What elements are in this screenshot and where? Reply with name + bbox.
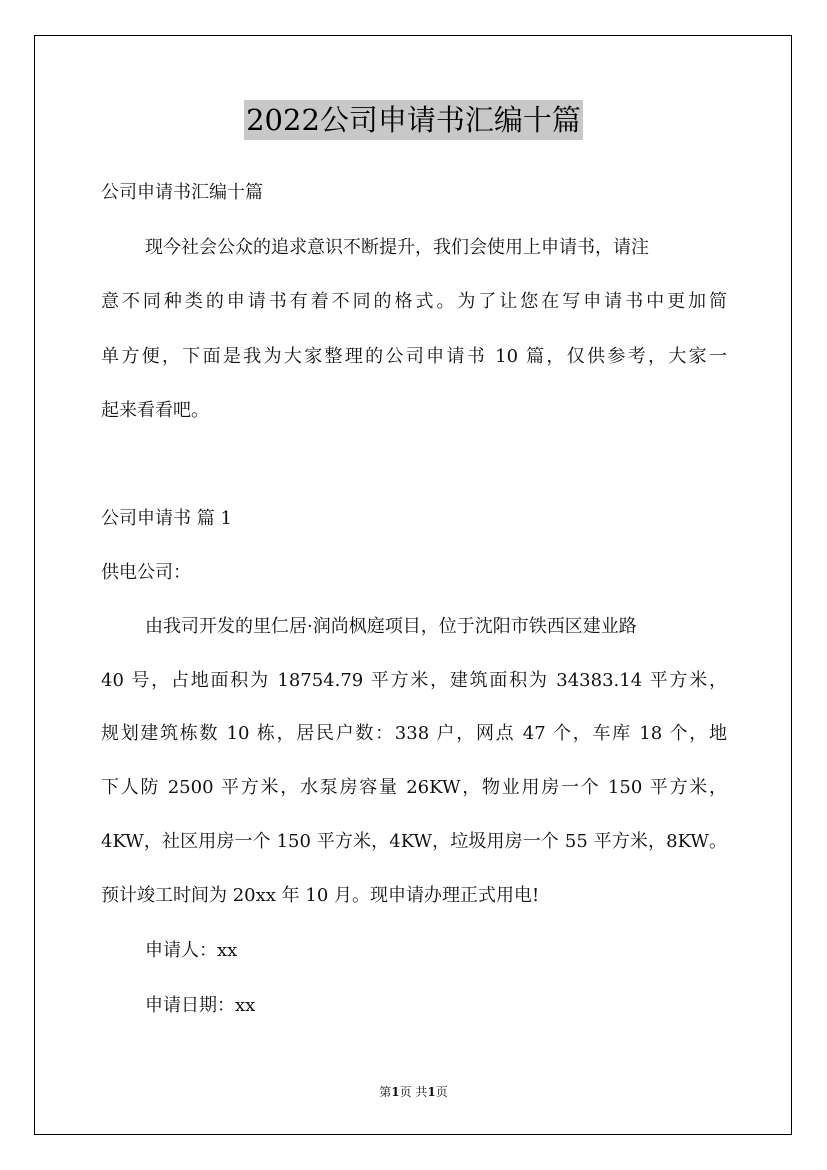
body-line: 规划建筑栋数 10 栋，居民户数：338 户，网点 47 个，车库 18 个，地 <box>101 723 727 744</box>
body-line: 由我司开发的里仁居·润尚枫庭项目，位于沈阳市铁西区建业路 <box>145 616 637 637</box>
body-line: 预计竣工时间为 20xx 年 10 月。现申请办理正式用电! <box>101 885 540 906</box>
title-container <box>0 100 827 140</box>
intro-line: 单方便，下面是我为大家整理的公司申请书 10 篇，仅供参考，大家一 <box>101 346 727 367</box>
date-line: 申请日期：xx <box>145 995 256 1016</box>
salutation: 供电公司： <box>101 562 191 583</box>
intro-line: 意不同种类的申请书有着不同的格式。为了让您在写申请书中更加简 <box>101 291 727 312</box>
footer-total-pages: 1 <box>427 1085 436 1099</box>
body-line: 4KW，社区用房一个 150 平方米，4KW，垃圾用房一个 55 平方米，8KW。 <box>101 831 727 852</box>
section-heading: 公司申请书 篇 1 <box>101 508 232 529</box>
body-line: 下人防 2500 平方米，水泵房容量 26KW，物业用房一个 150 平方米， <box>101 777 727 798</box>
footer-page-number: 1 <box>391 1085 400 1099</box>
document-subtitle: 公司申请书汇编十篇 <box>101 182 263 203</box>
footer-prefix: 第 <box>379 1085 392 1099</box>
intro-line: 现今社会公众的追求意识不断提升，我们会使用上申请书，请注 <box>145 237 649 258</box>
body-line: 40 号，占地面积为 18754.79 平方米，建筑面积为 34383.14 平方米， <box>101 670 727 691</box>
page-footer <box>0 1084 827 1100</box>
applicant-line: 申请人：xx <box>145 940 238 961</box>
footer-middle: 页 共 <box>399 1085 428 1099</box>
footer-suffix: 页 <box>435 1085 448 1099</box>
intro-line: 起来看看吧。 <box>101 400 209 421</box>
document-title: 2022公司申请书汇编十篇 <box>244 100 583 140</box>
